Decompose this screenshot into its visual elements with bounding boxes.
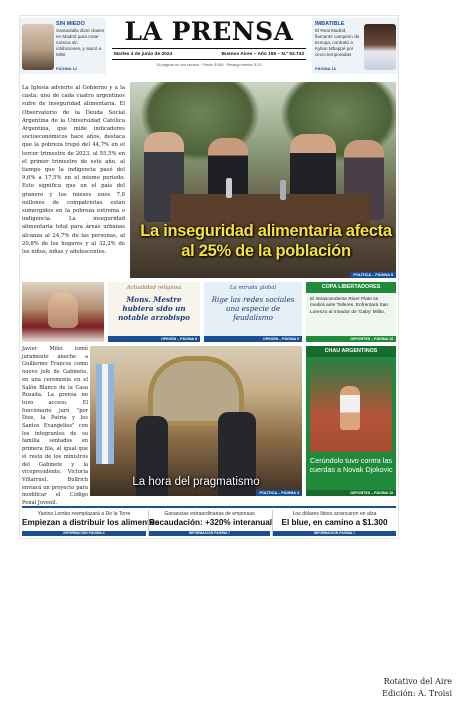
credits-line-1: Rotativo del Aire bbox=[383, 677, 452, 686]
santaolalla-photo bbox=[22, 24, 54, 70]
swearing-story-text: Javier Milei tomó juramento anoche a Guillermo Francos como nuevo jefe de Gabinete, en una ceremonia en el Salón Blanco de la Casa Rosada. La prensa no tuvo acceso. El funcionario juró "por Dios, la Patria y los Santos Evangelios" con los integrantes de su familia sentados en primera fila, al igual que el resto de los ministros del Gabinete y la vicepresidente, Victoria Villarruel. Bullrich enviará un proyecto para modificar el Código Penal Juvenil. bbox=[22, 346, 88, 507]
lead-page-ref: POLÍTICA – PÁGINA 5 bbox=[350, 272, 396, 278]
bottle-shape bbox=[226, 178, 232, 198]
bottom-teaser-title: El blue, en camino a $1.300 bbox=[281, 518, 388, 527]
bottom-teaser[interactable] bbox=[22, 510, 160, 536]
bottom-teaser-title: Recaudación: +320% interanual bbox=[149, 518, 273, 527]
religion-title: Mons. Mestre hubiera sido un notable arzobispo bbox=[118, 295, 190, 322]
chau-argentinos-box[interactable] bbox=[306, 346, 396, 496]
mestre-portrait bbox=[48, 292, 78, 328]
teaser-left[interactable] bbox=[20, 18, 106, 74]
tennis-court-photo bbox=[310, 360, 392, 452]
teaser-left-body: Santaolalla dictó clases en Madrid para crear música sin inhibiciones, y atacó a Milei bbox=[56, 28, 105, 57]
bottom-teaser-kicker: Los dólares libres arrancaron en alza bbox=[292, 511, 377, 517]
lead-headline[interactable]: La inseguridad alimentaria afecta al 25% de la población bbox=[140, 222, 392, 260]
global-column[interactable] bbox=[204, 282, 302, 342]
copa-libertadores-box[interactable] bbox=[306, 282, 396, 342]
teaser-right-page: PÁGINA 16 bbox=[315, 66, 336, 71]
religion-page-ref: OPINIÓN – PÁGINA 8 bbox=[108, 336, 200, 342]
bottom-teaser[interactable] bbox=[148, 510, 273, 536]
argentine-flag bbox=[96, 364, 114, 464]
religion-column[interactable] bbox=[108, 282, 200, 342]
teaser-right-kicker: IMBATIBLE bbox=[315, 21, 345, 27]
global-page-ref: OPINIÓN – PÁGINA 9 bbox=[204, 336, 302, 342]
masthead bbox=[20, 16, 398, 76]
swearing-page-ref: POLÍTICA – PÁGINA 4 bbox=[256, 490, 302, 496]
credits bbox=[382, 676, 452, 700]
credits-line-2: Edición: A. Troisi bbox=[382, 689, 452, 698]
chau-header: CHAU ARGENTINOS bbox=[306, 346, 396, 357]
copa-header: COPA LIBERTADORES bbox=[306, 282, 396, 293]
dateline bbox=[112, 48, 306, 60]
pope-photo-box[interactable] bbox=[22, 282, 104, 342]
newspaper-front-page bbox=[20, 16, 398, 538]
price-line: 16 páginas en una sección · Precio: $ 800 · Recargo interior: $ 20 bbox=[156, 63, 262, 67]
teaser-left-page: PÁGINA 12 bbox=[56, 66, 77, 71]
bottle-shape bbox=[280, 180, 286, 200]
bottom-teasers bbox=[22, 506, 396, 536]
copa-page-ref: DEPORTES – PÁGINA 15 bbox=[306, 336, 396, 342]
bottom-teaser-kicker: Yanina Lembo reemplazará a De la Torre bbox=[37, 511, 131, 517]
bottom-teaser-kicker: Ganancias extraordinarias de empresas bbox=[164, 511, 255, 517]
copa-text: El intrascendente River Plate se medirá ante Talleres. Enfrentará San Lorenzo al mirador de 'Gaby' Milito. bbox=[310, 297, 389, 315]
global-title: Rige las redes sociales una especie de feudalismo bbox=[211, 295, 295, 322]
teaser-right[interactable] bbox=[312, 18, 398, 74]
mbappe-photo bbox=[364, 24, 396, 70]
newspaper-logo: LA PRENSA bbox=[124, 17, 294, 46]
bottom-teaser-ref: INFORMACIÓN PÁGINA 7 bbox=[273, 531, 396, 536]
bottom-teaser-title: Empiezan a distribuir los alimentos bbox=[22, 518, 160, 527]
tennis-player-figure bbox=[340, 386, 360, 430]
swearing-headline[interactable]: La hora del pragmatismo bbox=[132, 476, 260, 488]
lead-story-text: La Iglesia advierte al Gobierno y a la casta: uno de cada cuatro argentinos sufre de inseguridad alimentaria. El Observatorio de la Deuda Social Argentina de la Universidad Católica Argentina, que mide indicadores socioeconómicos hace años, destaca que la pobreza trepó del 44,7% en el tercer trimestre de 2023, al 55,5% en el primer trimestre de este año, al tiempo que la indigencia pasó del 9,6% a 17,5% en el mismo período. Esto significa que en el país del granero y los mieses unos 7,8 millones de compatriotas están sumergidos en la pobreza extrema o indigencia. La inseguridad alimentaria total para áreas urbanas alcanza al 24,7% de las personas, al 20,8% de los hogares y al 32,2% de los niños, niñas y adolescentes. bbox=[22, 85, 125, 256]
issue-number: Buenos Aires – Año 155 – N.º 53.743 bbox=[221, 52, 304, 57]
swearing-photo[interactable] bbox=[90, 346, 302, 496]
chau-title: Cerúndolo tuvo contra las cuerdas a Novak Djokovic bbox=[309, 456, 393, 474]
bottom-teaser-ref: INFORMACIÓN PÁGINA 7 bbox=[149, 531, 270, 536]
bottom-teaser[interactable] bbox=[272, 510, 396, 536]
global-category: La mirada global bbox=[229, 285, 277, 291]
issue-date: Martes 4 de junio de 2024 bbox=[114, 52, 173, 57]
chau-page-ref: DEPORTES – PÁGINA 15 bbox=[306, 490, 396, 496]
teaser-left-kicker: SIN MIEDO bbox=[56, 21, 85, 27]
teaser-right-body: El Real Madrid, flamante campeón de Europa, contrató a Kylian Mbappé por cinco temporadas bbox=[315, 28, 360, 57]
religion-category: Actualidad religiosa bbox=[126, 285, 182, 291]
bottom-teaser-ref: INFORMACIÓN PÁGINA 3 bbox=[22, 531, 146, 536]
